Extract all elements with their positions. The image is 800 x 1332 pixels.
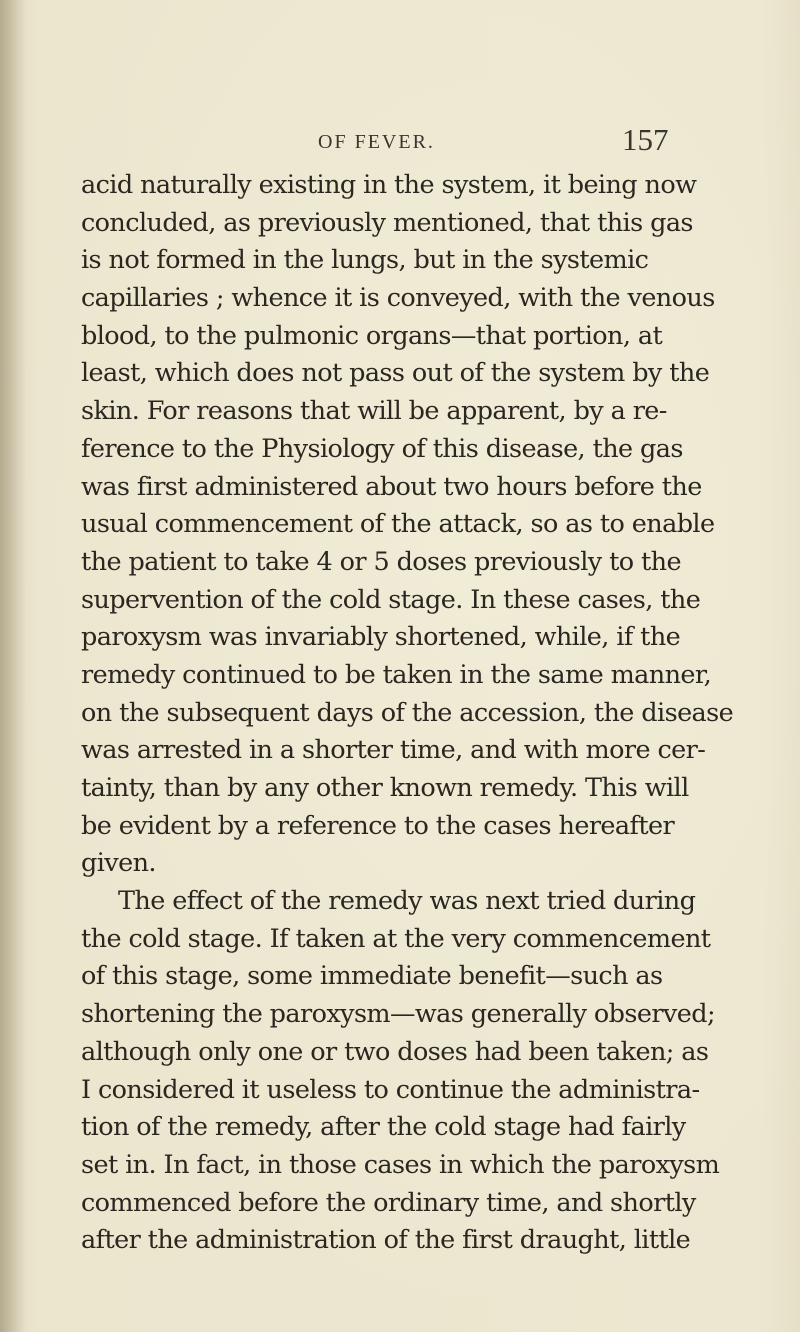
text-line: be evident by a reference to the cases hereafter xyxy=(81,810,675,841)
text-line: is not formed in the lungs, but in the systemic xyxy=(81,245,649,276)
text-line: after the administration of the first draught, little xyxy=(81,1225,691,1256)
page-number: 157 xyxy=(622,122,669,157)
text-line: of this stage, some immediate benefit—such as xyxy=(81,961,663,992)
binding-shadow xyxy=(0,0,26,1332)
text-line: I considered it useless to continue the administra- xyxy=(81,1074,700,1105)
text-line: supervention of the cold stage. In these cases, the xyxy=(81,584,701,615)
text-line: shortening the paroxysm—was generally observed; xyxy=(81,999,715,1030)
text-line: acid naturally existing in the system, it being now xyxy=(81,170,697,200)
text-line: blood, to the pulmonic organs—that portion, at xyxy=(81,320,663,351)
text-line: usual commencement of the attack, so as to enable xyxy=(81,509,715,540)
text-line: given. xyxy=(81,848,156,879)
text-line: capillaries ; whence it is conveyed, with the venous xyxy=(81,283,715,314)
text-line: remedy continued to be taken in the same manner, xyxy=(81,659,712,690)
text-line: commenced before the ordinary time, and shortly xyxy=(81,1187,696,1218)
text-line: the patient to take 4 or 5 doses previously to the xyxy=(81,546,681,577)
text-line: tion of the remedy, after the cold stage had fairly xyxy=(81,1112,686,1143)
paragraph-first-line: The effect of the remedy was next tried during xyxy=(118,886,696,917)
text-line: set in. In fact, in those cases in which the paroxysm xyxy=(81,1149,720,1180)
text-line: paroxysm was invariably shortened, while, if the xyxy=(81,622,681,653)
running-head: OF FEVER. xyxy=(318,131,435,153)
text-line: concluded, as previously mentioned, that this gas xyxy=(81,207,693,238)
text-line: although only one or two doses had been taken; as xyxy=(81,1036,709,1067)
body-text xyxy=(81,167,781,1260)
text-line: least, which does not pass out of the system by the xyxy=(81,358,710,389)
text-line: ference to the Physiology of this disease, the gas xyxy=(81,433,683,464)
text-line: was first administered about two hours before the xyxy=(81,471,702,502)
text-line: the cold stage. If taken at the very commencement xyxy=(81,923,711,954)
text-line: tainty, than by any other known remedy. This will xyxy=(81,773,689,803)
text-line: skin. For reasons that will be apparent, by a re- xyxy=(81,396,667,427)
text-line: on the subsequent days of the accession, the disease xyxy=(81,697,734,728)
text-line: was arrested in a shorter time, and with more cer- xyxy=(81,735,706,766)
